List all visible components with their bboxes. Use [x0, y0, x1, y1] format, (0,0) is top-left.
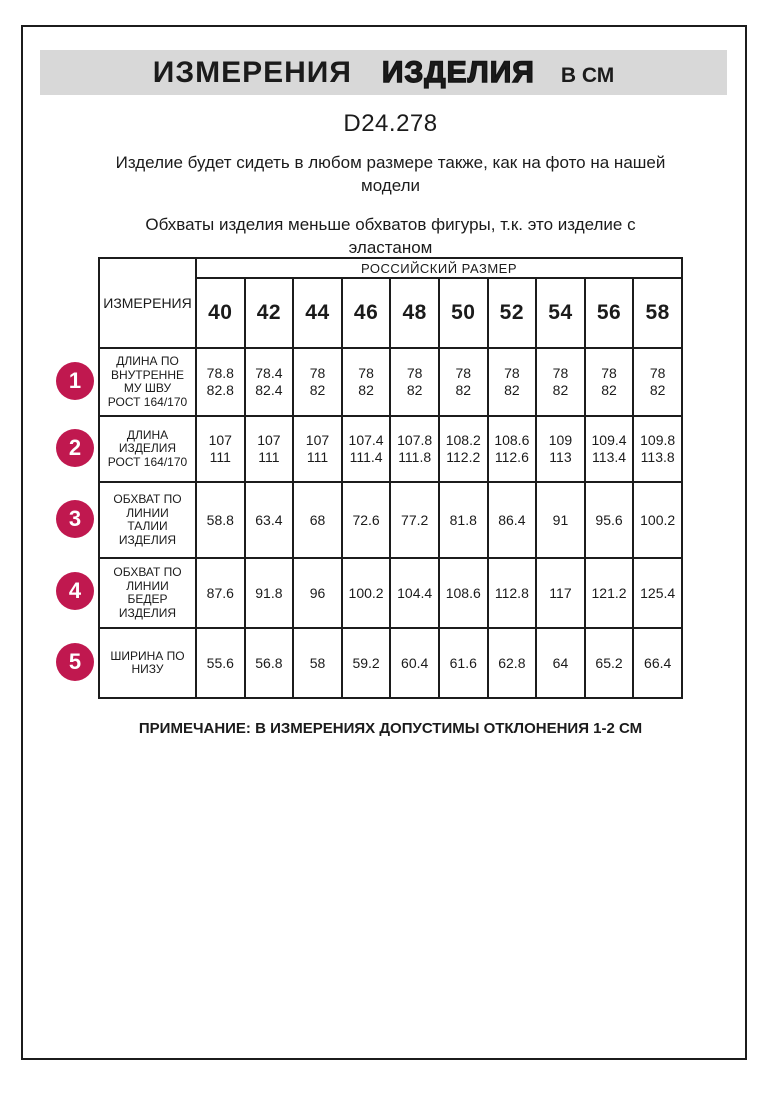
column-group-russian-size: РОССИЙСКИЙ РАЗМЕР: [196, 258, 682, 278]
row-label: ДЛИНА ИЗДЕЛИЯ РОСТ 164/170: [99, 416, 196, 482]
table-row: [99, 628, 682, 698]
value-cell: 78 82: [293, 348, 342, 416]
value-cell: 91: [536, 482, 585, 558]
value-cell: 108.6: [439, 558, 488, 628]
value-cell: 109.4 113.4: [585, 416, 634, 482]
value-cell: 78.4 82.4: [245, 348, 294, 416]
row-label: ДЛИНА ПО ВНУТРЕННЕ МУ ШВУ РОСТ 164/170: [99, 348, 196, 416]
value-cell: 107.8 111.8: [390, 416, 439, 482]
size-header-cell: 46: [342, 278, 391, 348]
table-row: [99, 558, 682, 628]
value-cell: 78 82: [585, 348, 634, 416]
row-label: ОБХВАТ ПО ЛИНИИ ТАЛИИ ИЗДЕЛИЯ: [99, 482, 196, 558]
value-cell: 100.2: [342, 558, 391, 628]
size-header-cell: 58: [633, 278, 682, 348]
value-cell: 58.8: [196, 482, 245, 558]
value-cell: 96: [293, 558, 342, 628]
value-cell: 68: [293, 482, 342, 558]
value-cell: 78 82: [390, 348, 439, 416]
intro-paragraph-elastane: Обхваты изделия меньше обхватов фигуры, т.к. это изделие с эластаном: [145, 215, 636, 257]
group-header-row: [99, 258, 682, 278]
value-cell: 78 82: [536, 348, 585, 416]
page-title-units: В СМ: [560, 64, 615, 87]
measurements-table: [98, 257, 683, 699]
value-cell: 107 111: [293, 416, 342, 482]
value-cell: 56.8: [245, 628, 294, 698]
row-number-badge-1: 1: [56, 362, 94, 400]
value-cell: 108.2 112.2: [439, 416, 488, 482]
value-cell: 112.8: [488, 558, 537, 628]
value-cell: 63.4: [245, 482, 294, 558]
value-cell: 91.8: [245, 558, 294, 628]
value-cell: 78 82: [633, 348, 682, 416]
value-cell: 100.2: [633, 482, 682, 558]
table-row: [99, 482, 682, 558]
size-header-cell: 40: [196, 278, 245, 348]
size-header-cell: 48: [390, 278, 439, 348]
value-cell: 107 111: [245, 416, 294, 482]
size-header-cell: 52: [488, 278, 537, 348]
size-header-cell: 54: [536, 278, 585, 348]
value-cell: 81.8: [439, 482, 488, 558]
value-cell: 87.6: [196, 558, 245, 628]
row-label: ШИРИНА ПО НИЗУ: [99, 628, 196, 698]
value-cell: 65.2: [585, 628, 634, 698]
tolerance-note: ПРИМЕЧАНИЕ: В ИЗМЕРЕНИЯХ ДОПУСТИМЫ ОТКЛОНЕНИЯ 1-2 СМ: [138, 720, 643, 737]
size-header-cell: 50: [439, 278, 488, 348]
value-cell: 59.2: [342, 628, 391, 698]
value-cell: 107.4 111.4: [342, 416, 391, 482]
size-header-cell: 42: [245, 278, 294, 348]
table-row: [99, 348, 682, 416]
value-cell: 62.8: [488, 628, 537, 698]
value-cell: 66.4: [633, 628, 682, 698]
value-cell: 78 82: [342, 348, 391, 416]
value-cell: 104.4: [390, 558, 439, 628]
page-title-product: ИЗДЕЛИЯ: [381, 56, 535, 89]
value-cell: 108.6 112.6: [488, 416, 537, 482]
value-cell: 125.4: [633, 558, 682, 628]
intro-paragraph-fit: Изделие будет сидеть в любом размере также, как на фото на нашей модели: [115, 153, 666, 195]
value-cell: 77.2: [390, 482, 439, 558]
page-title-measurements: ИЗМЕРЕНИЯ: [152, 56, 352, 89]
value-cell: 64: [536, 628, 585, 698]
article-code: D24.278: [343, 110, 438, 137]
size-header-cell: 56: [585, 278, 634, 348]
value-cell: 72.6: [342, 482, 391, 558]
value-cell: 55.6: [196, 628, 245, 698]
value-cell: 60.4: [390, 628, 439, 698]
row-number-badge-4: 4: [56, 572, 94, 610]
value-cell: 109 113: [536, 416, 585, 482]
value-cell: 78.8 82.8: [196, 348, 245, 416]
value-cell: 117: [536, 558, 585, 628]
row-number-badge-5: 5: [56, 643, 94, 681]
value-cell: 95.6: [585, 482, 634, 558]
value-cell: 78 82: [439, 348, 488, 416]
value-cell: 107 111: [196, 416, 245, 482]
value-cell: 109.8 113.8: [633, 416, 682, 482]
value-cell: 61.6: [439, 628, 488, 698]
size-header-cell: 44: [293, 278, 342, 348]
row-number-badge-2: 2: [56, 429, 94, 467]
value-cell: 121.2: [585, 558, 634, 628]
column-header-measurements: ИЗМЕРЕНИЯ: [99, 258, 196, 348]
row-number-badge-3: 3: [56, 500, 94, 538]
value-cell: 58: [293, 628, 342, 698]
table-row: [99, 416, 682, 482]
title-bar: [40, 50, 727, 95]
value-cell: 78 82: [488, 348, 537, 416]
row-label: ОБХВАТ ПО ЛИНИИ БЕДЕР ИЗДЕЛИЯ: [99, 558, 196, 628]
value-cell: 86.4: [488, 482, 537, 558]
